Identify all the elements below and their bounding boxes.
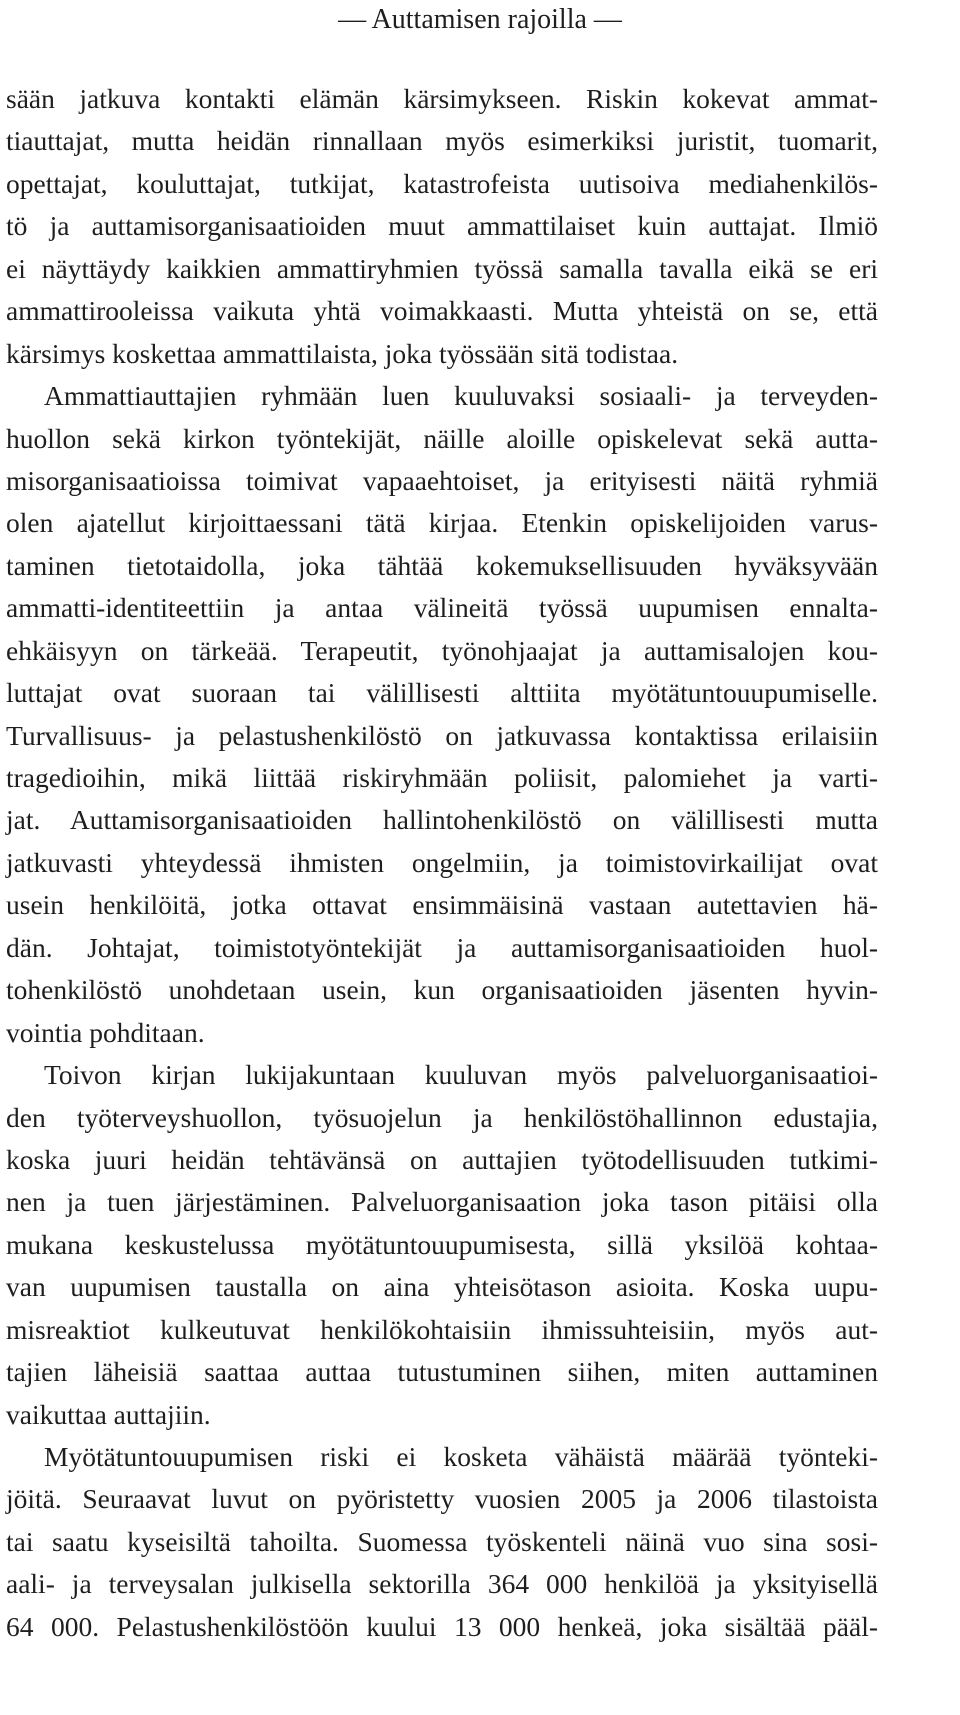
- text-line: tajien läheisiä saattaa auttaa tutustuminen siihen, miten auttaminen: [6, 1356, 878, 1388]
- paragraph-4: [6, 1436, 878, 1648]
- text-line: kärsimys koskettaa ammattilaista, joka työssään sitä todistaa.: [6, 337, 679, 369]
- text-line: tohenkilöstö unohdetaan usein, kun organisaatioiden jäsenten hyvin-: [6, 974, 878, 1006]
- text-line: huollon sekä kirkon työntekijät, näille aloille opiskelevat sekä autta-: [6, 422, 878, 454]
- text-line: opettajat, kouluttajat, tutkijat, katastrofeista uutisoiva mediahenkilös-: [6, 167, 878, 199]
- text-line: vointia pohditaan.: [6, 1016, 205, 1048]
- text-line: 64 000. Pelastushenkilöstöön kuului 13 000 henkeä, joka sisältää pääl-: [6, 1610, 878, 1642]
- text-line: olen ajatellut kirjoittaessani tätä kirjaa. Etenkin opiskelijoiden varus-: [6, 507, 878, 539]
- body-text: [6, 78, 878, 1648]
- text-line: usein henkilöitä, jotka ottavat ensimmäisinä vastaan autettavien hä-: [6, 889, 878, 921]
- text-line: dän. Johtajat, toimistotyöntekijät ja auttamisorganisaatioiden huol-: [6, 931, 878, 963]
- text-line: Turvallisuus- ja pelastushenkilöstö on jatkuvassa kontaktissa erilaisiin: [6, 719, 878, 751]
- text-line: vaikuttaa auttajiin.: [6, 1398, 211, 1430]
- text-line: tiauttajat, mutta heidän rinnallaan myös esimerkiksi juristit, tuomarit,: [6, 125, 878, 157]
- text-line: mukana keskustelussa myötätuntouupumisesta, sillä yksilöä kohtaa-: [6, 1228, 878, 1260]
- text-line: jat. Auttamisorganisaatioiden hallintohenkilöstö on välillisesti mutta: [6, 804, 878, 836]
- text-line: nen ja tuen järjestäminen. Palveluorganisaation joka tason pitäisi olla: [6, 1186, 878, 1218]
- text-line: den työterveyshuollon, työsuojelun ja henkilöstöhallinnon edustajia,: [6, 1101, 878, 1133]
- text-line: tragedioihin, mikä liittää riskiryhmään poliisit, palomiehet ja varti-: [6, 762, 878, 793]
- text-line: sään jatkuva kontakti elämän kärsimykseen. Riskin kokevat ammat-: [6, 83, 878, 114]
- text-line: Myötätuntouupumisen riski ei kosketa vähäistä määrää työnteki-: [44, 1441, 878, 1472]
- text-line: ammattirooleissa vaikuta yhtä voimakkaasti. Mutta yhteistä on se, että: [6, 295, 878, 327]
- text-line: jöitä. Seuraavat luvut on pyöristetty vuosien 2005 ja 2006 tilastoista: [6, 1483, 878, 1515]
- running-head: — Auttamisen rajoilla —: [338, 4, 622, 35]
- text-line: ei näyttäydy kaikkien ammattiryhmien työssä samalla tavalla eikä se eri: [6, 252, 878, 284]
- paragraph-2: [6, 375, 878, 1054]
- text-line: van uupumisen taustalla on aina yhteisötason asioita. Koska uupu-: [6, 1271, 878, 1303]
- text-line: luttajat ovat suoraan tai välillisesti alttiita myötätuntouupumiselle.: [6, 677, 878, 709]
- text-line: aali- ja terveysalan julkisella sektorilla 364 000 henkilöä ja yksityisellä: [6, 1568, 878, 1600]
- text-line: Ammattiauttajien ryhmään luen kuuluvaksi sosiaali- ja terveyden-: [44, 380, 878, 412]
- paragraph-1: [6, 78, 878, 375]
- text-line: misreaktiot kulkeutuvat henkilökohtaisiin ihmissuhteisiin, myös aut-: [6, 1313, 878, 1345]
- text-line: ehkäisyyn on tärkeää. Terapeutit, työnohjaajat ja auttamisalojen kou-: [6, 634, 878, 666]
- text-line: tö ja auttamisorganisaatioiden muut ammattilaiset kuin auttajat. Ilmiö: [6, 210, 878, 242]
- text-line: ammatti-identiteettiin ja antaa välineitä työssä uupumisen ennalta-: [6, 592, 878, 624]
- text-line: jatkuvasti yhteydessä ihmisten ongelmiin, ja toimistovirkailijat ovat: [6, 846, 878, 878]
- text-line: taminen tietotaidolla, joka tähtää kokemuksellisuuden hyväksyvään: [6, 549, 878, 581]
- paragraph-3: [6, 1054, 878, 1436]
- text-line: koska juuri heidän tehtävänsä on auttajien työtodellisuuden tutkimi-: [6, 1143, 878, 1175]
- text-line: tai saatu kyseisiltä tahoilta. Suomessa työskenteli näinä vuo sina sosi-: [6, 1525, 878, 1557]
- text-line: Toivon kirjan lukijakuntaan kuuluvan myös palveluorganisaatioi-: [44, 1059, 878, 1091]
- text-line: misorganisaatioissa toimivat vapaaehtoiset, ja erityisesti näitä ryhmiä: [6, 464, 878, 496]
